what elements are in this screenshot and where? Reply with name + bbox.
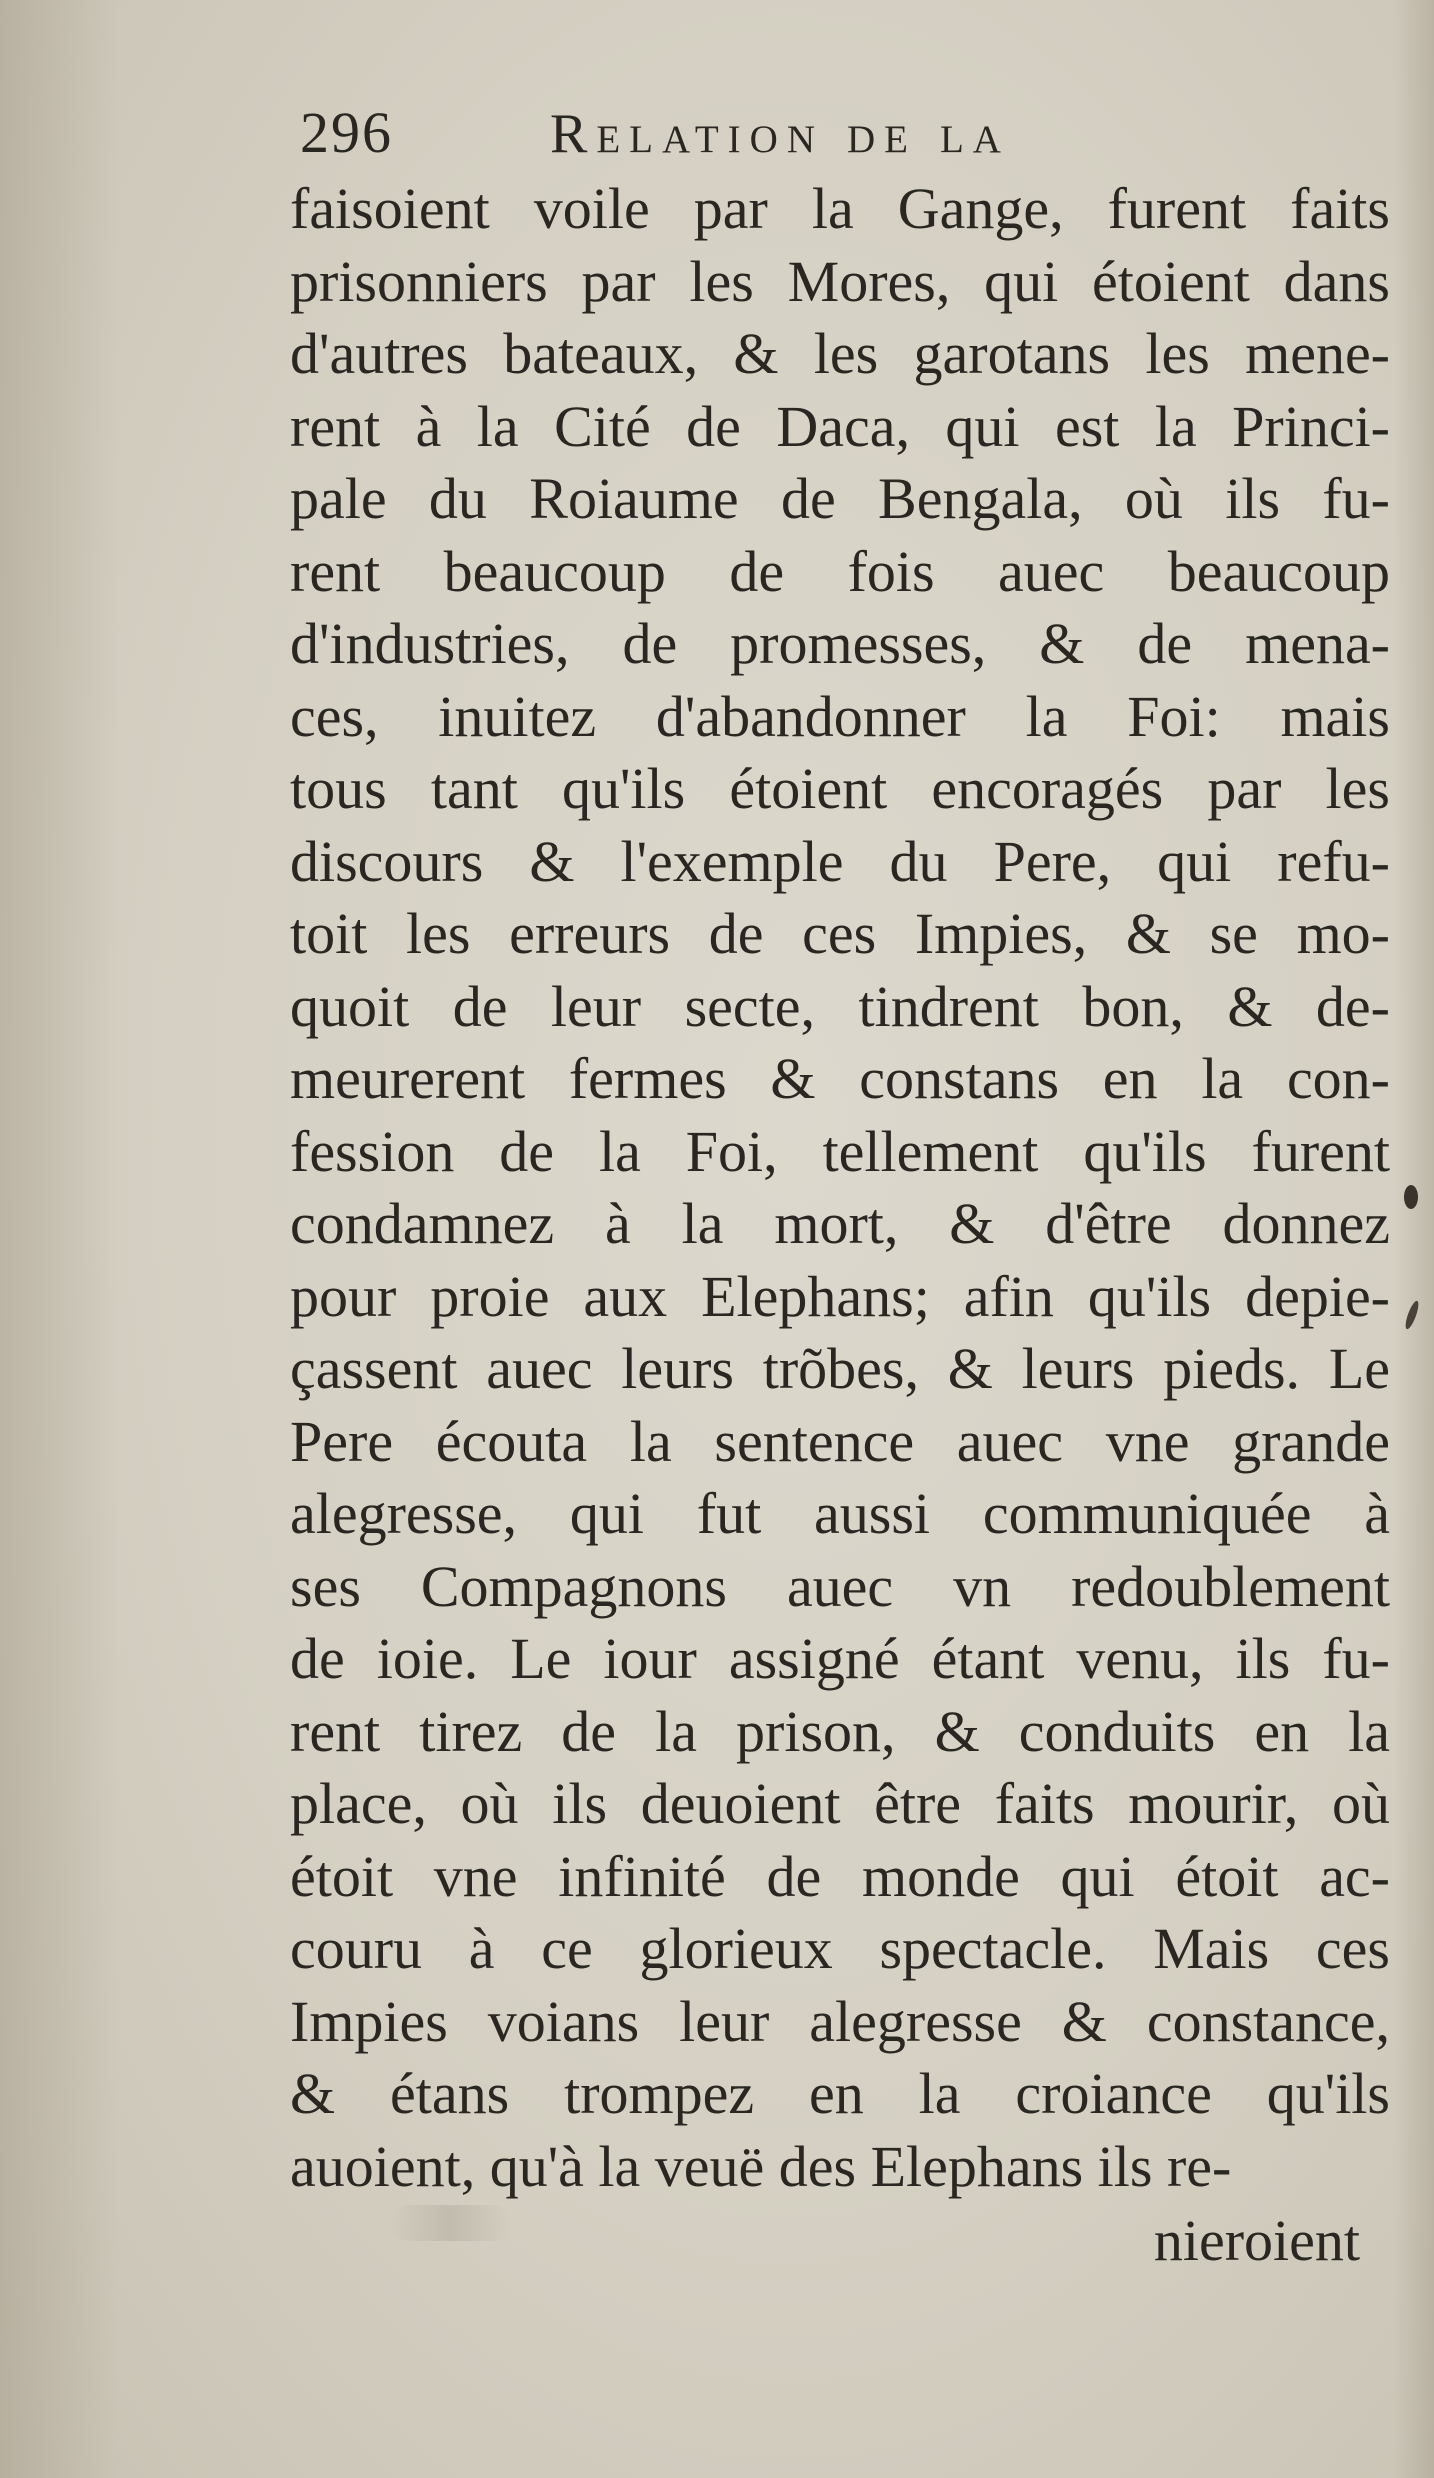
- text-line: rent beaucoup de fois auec beaucoup: [290, 538, 1390, 604]
- catchword: nieroient: [1153, 2208, 1360, 2273]
- running-title: Relation de la: [550, 103, 1010, 165]
- text-line: & étans trompez en la croiance qu'ils: [290, 2061, 1390, 2126]
- text-line: alegresse, qui fut aussi communiquée à: [290, 1481, 1390, 1546]
- page-number: 296: [300, 100, 393, 165]
- text-line: d'industries, de promesses, & de mena-: [290, 611, 1390, 676]
- text-line: pale du Roiaume de Bengala, où ils fu-: [290, 466, 1390, 531]
- text-line: çassent auec leurs trõbes, & leurs pieds. Le: [290, 1336, 1390, 1401]
- text-line: rent tirez de la prison, & conduits en la: [290, 1698, 1390, 1764]
- text-line: fession de la Foi, tellement qu'ils furent: [290, 1118, 1390, 1184]
- text-line: meurerent fermes & constans en la con-: [290, 1046, 1390, 1111]
- text-line: étoit vne infinité de monde qui étoit ac-: [290, 1843, 1390, 1909]
- edge-shadow: [1394, 0, 1434, 2478]
- text-line: toit les erreurs de ces Impies, & se mo-: [290, 901, 1390, 966]
- gutter-shadow: [0, 0, 120, 2478]
- text-line: ces, inuitez d'abandonner la Foi: mais: [290, 683, 1390, 749]
- running-head: [300, 98, 1360, 168]
- text-line: rent à la Cité de Daca, qui est la Princi-: [290, 393, 1390, 459]
- text-line: Pere écouta la sentence auec vne grande: [290, 1408, 1390, 1474]
- text-line: Impies voians leur alegresse & constance,: [290, 1988, 1390, 2054]
- text-line: de ioie. Le iour assigné étant venu, ils fu-: [290, 1626, 1390, 1691]
- body-text: [290, 173, 1390, 2203]
- text-line: faisoient voile par la Gange, furent faits: [290, 176, 1390, 241]
- text-line: couru à ce glorieux spectacle. Mais ces: [290, 1916, 1390, 1981]
- text-line: condamnez à la mort, & d'être donnez: [290, 1191, 1390, 1256]
- text-line: prisonniers par les Mores, qui étoient dans: [290, 248, 1390, 314]
- text-line: place, où ils deuoient être faits mourir, où: [290, 1771, 1390, 1836]
- text-line: discours & l'exemple du Pere, qui refu-: [290, 828, 1390, 894]
- ink-blot: [1404, 1185, 1418, 1209]
- text-line: pour proie aux Elephans; afin qu'ils depie-: [290, 1263, 1390, 1329]
- text-line: ses Compagnons auec vn redoublement: [290, 1553, 1390, 1619]
- text-line: quoit de leur secte, tindrent bon, & de-: [290, 973, 1390, 1039]
- text-line: tous tant qu'ils étoient encoragés par les: [290, 756, 1390, 821]
- text-line: d'autres bateaux, & les garotans les mene-: [290, 321, 1390, 386]
- show-through-mark: [390, 2205, 510, 2241]
- text-line: auoient, qu'à la veuë des Elephans ils re-: [290, 2133, 1232, 2199]
